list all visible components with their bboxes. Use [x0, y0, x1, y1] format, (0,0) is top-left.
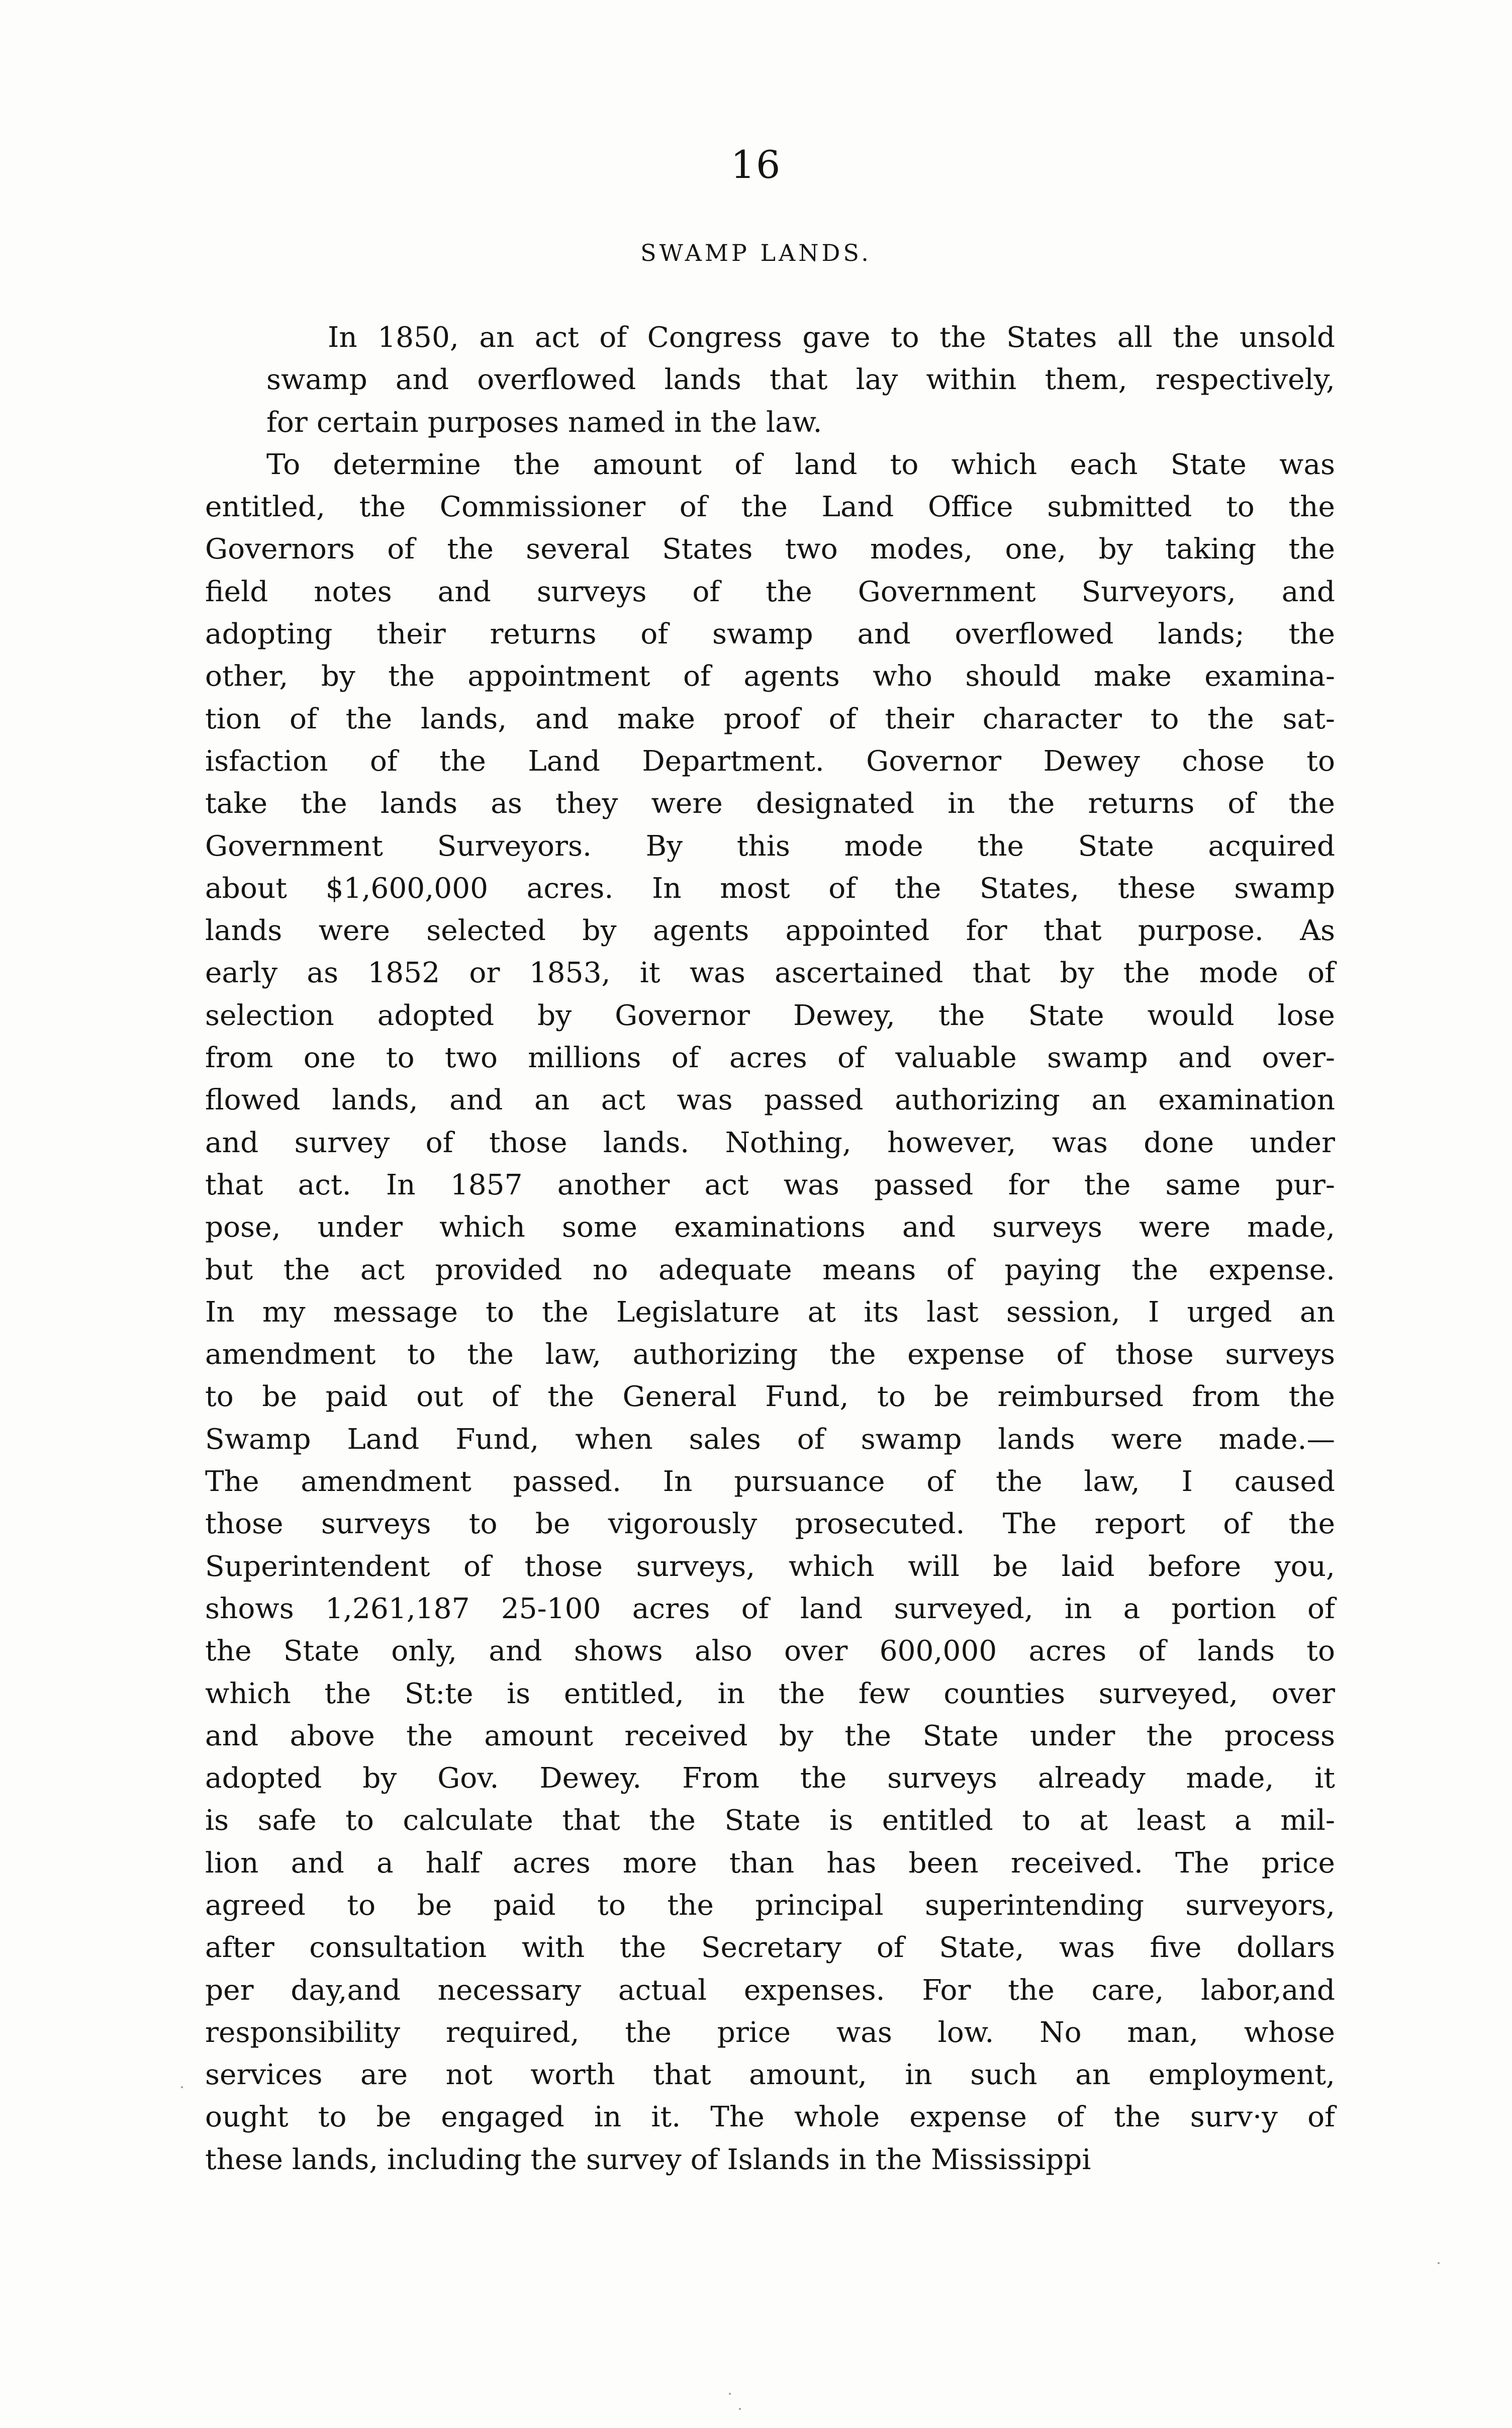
text-line: tion of the lands, and make proof of their character to the sat-	[205, 702, 1335, 735]
text-line: The amendment passed. In pursuance of the law, I caused	[205, 1465, 1335, 1499]
text-line: In 1850, an act of Congress gave to the States all the unsold	[328, 321, 1335, 354]
text-line: is safe to calculate that the State is entitled to at least a mil-	[205, 1804, 1335, 1837]
text-line: that act. In 1857 another act was passed for the same pur-	[205, 1168, 1335, 1201]
page-number: 16	[730, 142, 782, 187]
text-line: field notes and surveys of the Government Surveyors, and	[205, 575, 1335, 608]
text-line: selection adopted by Governor Dewey, the State would lose	[205, 999, 1335, 1032]
text-line: swamp and overflowed lands that lay within them, respectively,	[266, 363, 1335, 397]
text-line: responsibility required, the price was low. No man, whose	[205, 2016, 1335, 2049]
text-line: Government Surveyors. By this mode the State acquired	[205, 829, 1335, 863]
text-line: ought to be engaged in it. The whole expense of the surv·y of	[205, 2101, 1335, 2134]
print-speck	[181, 2086, 183, 2088]
text-line: isfaction of the Land Department. Governor Dewey chose to	[205, 744, 1335, 778]
text-line: Superintendent of those surveys, which will be laid before you,	[205, 1550, 1335, 1583]
text-line: about $1,600,000 acres. In most of the States, these swamp	[205, 872, 1335, 905]
text-line: Governors of the several States two modes, one, by taking the	[205, 533, 1335, 566]
text-line: early as 1852 or 1853, it was ascertained that by the mode of	[205, 957, 1335, 990]
section-heading: SWAMP LANDS.	[640, 239, 872, 266]
text-line: In my message to the Legislature at its last session, I urged an	[205, 1295, 1335, 1329]
text-line: lands were selected by agents appointed for that purpose. As	[205, 914, 1335, 948]
text-line: Swamp Land Fund, when sales of swamp lands were made.—	[205, 1423, 1335, 1456]
text-line: which the St:te is entitled, in the few counties surveyed, over	[205, 1677, 1335, 1710]
text-line: to be paid out of the General Fund, to be reimbursed from the	[205, 1380, 1335, 1414]
text-line: the State only, and shows also over 600,000 acres of lands to	[205, 1635, 1335, 1668]
text-line: amendment to the law, authorizing the expense of those surveys	[205, 1338, 1335, 1371]
text-line: flowed lands, and an act was passed authorizing an examination	[205, 1084, 1335, 1117]
print-speck	[1438, 2262, 1440, 2264]
print-speck	[739, 2408, 741, 2410]
text-line: entitled, the Commissioner of the Land Office submitted to the	[205, 491, 1335, 524]
text-line: lion and a half acres more than has been received. The price	[205, 1846, 1335, 1880]
text-line: adopted by Gov. Dewey. From the surveys already made, it	[205, 1762, 1335, 1795]
text-line: pose, under which some examinations and surveys were made,	[205, 1211, 1335, 1244]
text-line: per day,and necessary actual expenses. For the care, labor,and	[205, 1974, 1335, 2007]
text-line: shows 1,261,187 25-100 acres of land surveyed, in a portion of	[205, 1592, 1335, 1625]
text-line: To determine the amount of land to which each State was	[266, 448, 1335, 481]
text-line: other, by the appointment of agents who should make examina-	[205, 660, 1335, 693]
text-line: but the act provided no adequate means of paying the expense.	[205, 1253, 1335, 1286]
body-text	[205, 317, 1335, 2181]
text-line: after consultation with the Secretary of State, was five dollars	[205, 1931, 1335, 1965]
text-line: these lands, including the survey of Islands in the Mississippi	[205, 2143, 1091, 2176]
text-line: for certain purposes named in the law.	[266, 406, 822, 439]
text-line: agreed to be paid to the principal superintending surveyors,	[205, 1889, 1335, 1922]
print-speck	[729, 2393, 731, 2395]
text-line: and survey of those lands. Nothing, however, was done under	[205, 1126, 1335, 1159]
text-line: those surveys to be vigorously prosecuted. The report of the	[205, 1508, 1335, 1541]
text-line: take the lands as they were designated in the returns of the	[205, 787, 1335, 820]
text-line: adopting their returns of swamp and overflowed lands; the	[205, 618, 1335, 651]
paragraph	[205, 317, 1335, 444]
text-line: and above the amount received by the State under the process	[205, 1719, 1335, 1752]
paragraph	[205, 444, 1335, 2181]
text-line: services are not worth that amount, in such an employment,	[205, 2059, 1335, 2092]
text-line: from one to two millions of acres of valuable swamp and over-	[205, 1042, 1335, 1075]
